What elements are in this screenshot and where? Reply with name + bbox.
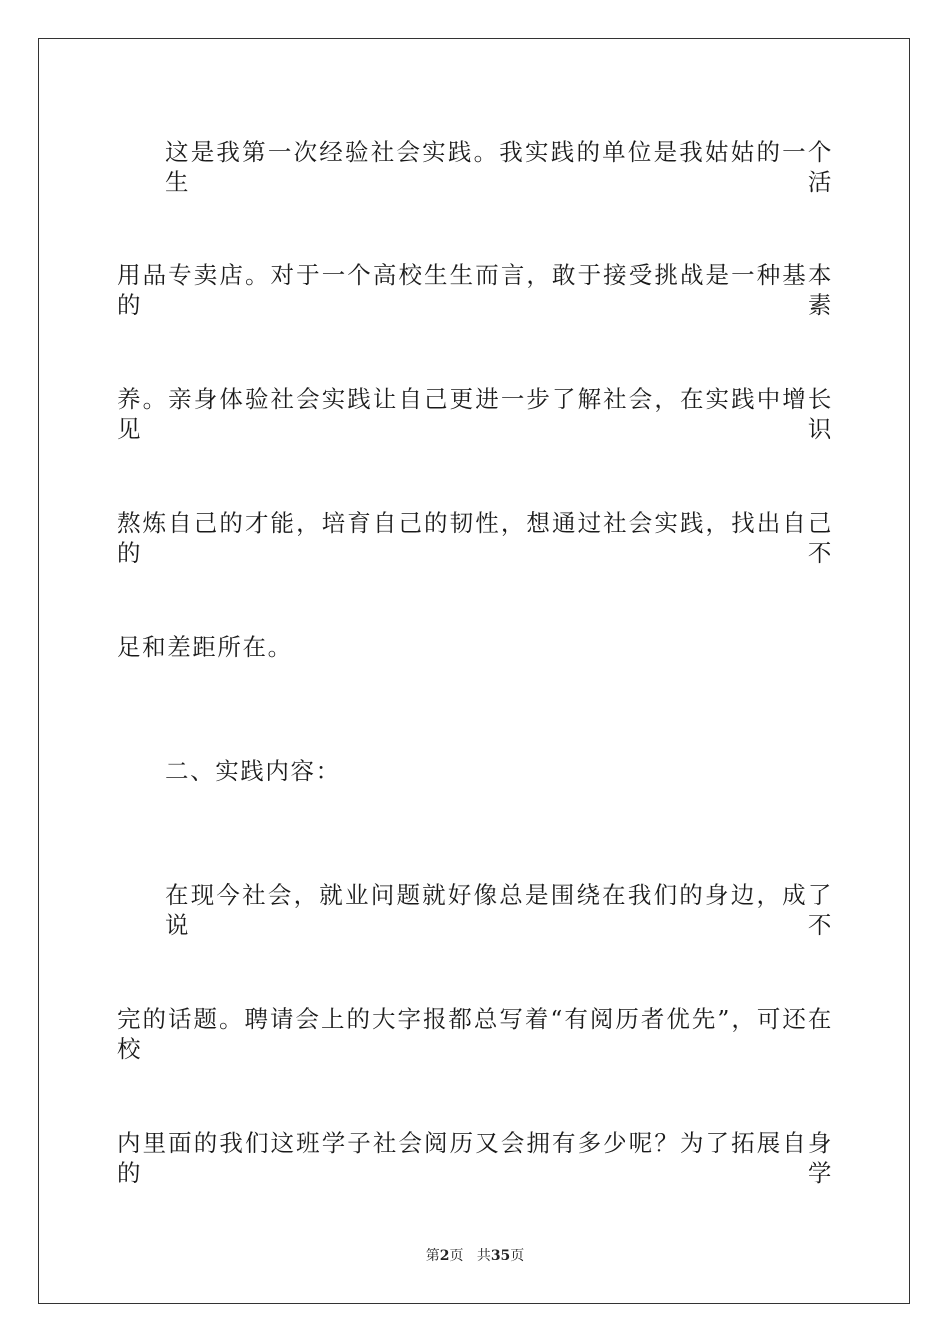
footer-page-prefix: 第: [425, 1248, 440, 1264]
footer-total-prefix: 共: [476, 1248, 491, 1264]
paragraph-1-line-2: 用品专卖店。对于一个高校生生而言，敢于接受挑战是一种基本的素: [117, 261, 833, 319]
page-footer: [0, 1247, 950, 1265]
paragraph-2-line-3: 内里面的我们这班学子社会阅历又会拥有多少呢？为了拓展自身的学: [117, 1129, 833, 1187]
section-heading: 二、实践内容：: [165, 757, 341, 785]
footer-page-suffix: 页: [449, 1248, 464, 1264]
paragraph-1-line-3: 养。亲身体验社会实践让自己更进一步了解社会，在实践中增长见识: [117, 385, 833, 443]
footer-page-number: 2: [439, 1248, 450, 1264]
paragraph-2-line-1: 在现今社会，就业问题就好像总是围绕在我们的身边，成了说不: [165, 881, 833, 939]
footer-total-suffix: 页: [510, 1248, 525, 1264]
page-border: [38, 38, 910, 1304]
paragraph-1-line-4: 熬炼自己的才能，培育自己的韧性，想通过社会实践，找出自己的不: [117, 509, 833, 567]
paragraph-1-line-5: 足和差距所在。: [117, 633, 293, 661]
footer-total-pages: 35: [490, 1248, 511, 1264]
paragraph-2-line-2: 完的话题。聘请会上的大字报都总写着“有阅历者优先”，可还在校: [117, 1005, 833, 1063]
paragraph-1-line-1: 这是我第一次经验社会实践。我实践的单位是我姑姑的一个生活: [165, 138, 833, 196]
